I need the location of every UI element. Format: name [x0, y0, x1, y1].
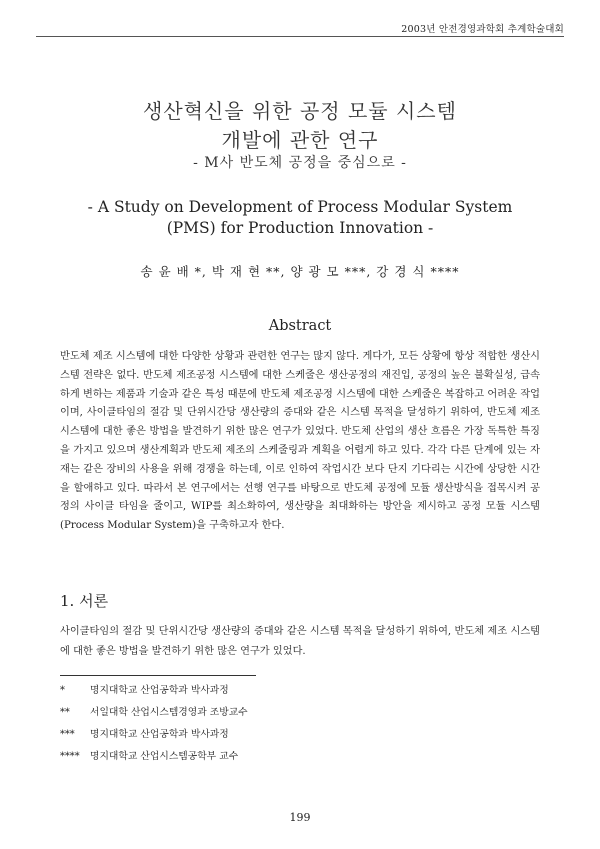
section-1-body: 사이클타임의 절감 및 단위시간당 생산량의 증대와 같은 시스템 목적을 달성하기 위하여, 반도체 제조 시스템에 대한 좋은 방법을 발견하기 위한 많은 연구가 있었다. — [60, 626, 540, 657]
footnote-text: 명지대학교 산업시스템공학부 교수 — [90, 751, 239, 762]
abstract-heading: Abstract — [268, 318, 332, 334]
footnote-text: 명지대학교 산업공학과 박사과정 — [90, 685, 229, 696]
abstract-body: 반도체 제조 시스템에 대한 다양한 상황과 관련한 연구는 많지 않다. 게다가, 모든 상황에 항상 적합한 생산시스템 전략은 없다. 반도체 제조공정 시스템에 대한 스케줄은 생산공정의 재진입, 공정의 높은 불확실성, 급속하게 변하는 제품과 기술과 같은 특성 때문에 반도체 제조공정 시스템에 대한 스케줄은 복잡하고 어려운 작업이며, 사이클타임의 절감 및 단위시간당 생산량의 증대와 같은 시스템 목적을 달성하기 위하여, 반도체 제조 시스템에 대한 좋은 방법을 발견하기 위한 많은 연구가 있었다. 반도체 산업의 생산 흐름은 가장 독특한 특징을 가지고 있으며 생산계획과 반도체 제조의 스케줄링과 계획을 어렵게 하고 있다. 각각 다른 단계에 있는 자재는 같은 장비의 사용을 위해 경쟁을 하는데, 이로 인하여 작업시간 보다 단지 기다리는 시간에 상당한 시간을 할애하고 있다. 따라서 본 연구에서는 선행 연구를 바탕으로 반도체 공정에 모듈 생산방식을 접목시켜 공정의 사이클 타임을 줄이고, WIP를 최소화하여, 생산량을 최대화하는 방안을 제시하고 공정 모듈 시스템 (Process Modular System)을 구축하고자 한다. — [60, 351, 540, 532]
footnote-rule — [60, 675, 256, 676]
footnote-item — [60, 746, 248, 768]
conference-header: 2003년 안전경영과학회 추계학술대회 — [401, 24, 564, 35]
footnote-item — [60, 680, 248, 702]
footnote-mark: **** — [60, 751, 80, 762]
footnote-mark: *** — [60, 729, 75, 740]
footnote-item — [60, 702, 248, 724]
title-korean-line2: 개발에 관한 연구 — [221, 128, 379, 152]
section-1-title: 1. 서론 — [60, 592, 109, 610]
footnotes — [60, 680, 248, 768]
header-rule — [36, 36, 564, 37]
footnote-text: 서일대학 산업시스템경영과 조방교수 — [90, 707, 248, 718]
page-number: 199 — [289, 811, 311, 824]
footnote-mark: ** — [60, 707, 70, 718]
footnote-item — [60, 724, 248, 746]
title-korean-line1: 생산혁신을 위한 공정 모듈 시스템 — [143, 99, 457, 123]
title-korean-subtitle: - M사 반도체 공정을 중심으로 - — [193, 155, 407, 171]
author-list: 송 윤 배 *, 박 재 현 **, 양 광 모 ***, 강 경 식 **** — [140, 264, 460, 279]
title-english-line2: (PMS) for Production Innovation - — [166, 219, 434, 237]
footnote-mark: * — [60, 685, 65, 696]
title-english-line1: - A Study on Development of Process Modular System — [87, 198, 513, 216]
footnote-text: 명지대학교 산업공학과 박사과정 — [90, 729, 229, 740]
